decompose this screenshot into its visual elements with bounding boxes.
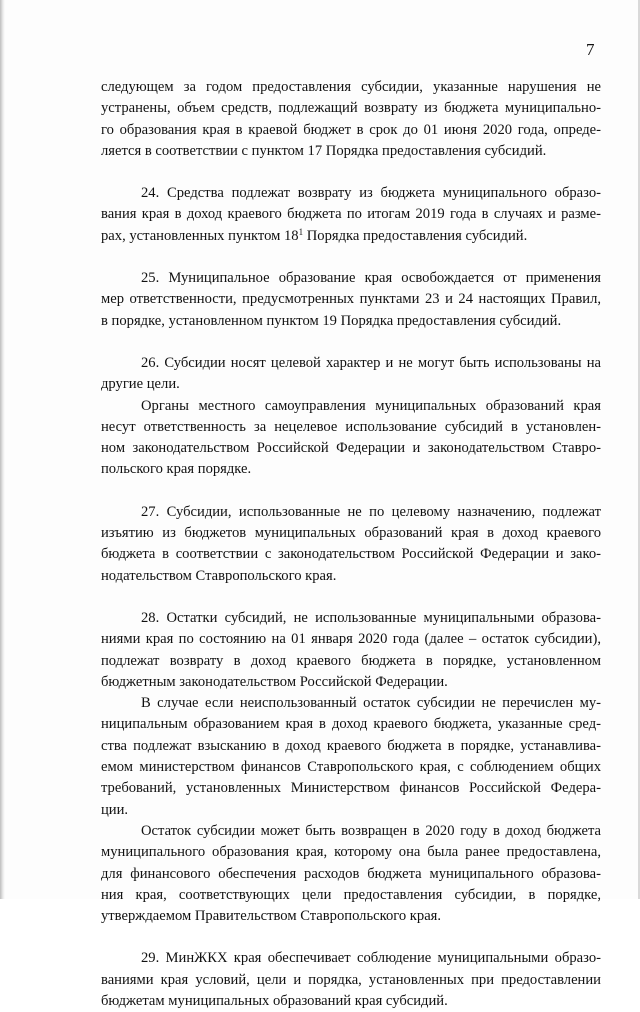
text-line: Органы местного самоуправления муниципальных образований края xyxy=(141,397,601,414)
text-fragment: рах, установленных пунктом 18 xyxy=(101,227,299,244)
paragraph-26 xyxy=(101,353,601,396)
text-line: следующем за годом предоставления субсидии, указанные нарушения не xyxy=(101,79,601,95)
text-line: 26. Субсидии носят целевой характер и не могут быть использованы на xyxy=(141,354,601,371)
document-body xyxy=(101,77,601,1012)
text-line: 29. МинЖКХ края обеспечивает соблюдение муниципальными образо- xyxy=(141,950,601,967)
page-number: 7 xyxy=(586,40,595,59)
paragraph-29 xyxy=(101,948,601,1012)
text-line: В случае если неиспользованный остаток субсидии не перечислен му- xyxy=(141,695,601,712)
text-line: другие цели. xyxy=(101,376,180,393)
text-line: емом министерством финансов Ставропольского края, с соблюдением общих xyxy=(101,759,601,776)
text-line: изъятию из бюджетов муниципальных образований края в доход краевого xyxy=(101,525,601,542)
text-line: го образования края в краевой бюджет в срок до 01 июня 2020 года, опреде- xyxy=(101,121,601,138)
text-line: ции. xyxy=(101,801,129,818)
text-line: Остаток субсидии может быть возвращен в 2020 году в доход бюджета xyxy=(141,822,601,839)
text-line: муниципального образования края, которому она была ранее предоставлена, xyxy=(101,844,601,861)
text-line: нодательством Ставропольского края. xyxy=(101,567,337,584)
text-line: подлежат возврату в доход краевого бюджета в порядке, установленном xyxy=(101,652,601,669)
paragraph-27 xyxy=(101,502,601,587)
text-line: ваниями края условий, цели и порядка, установленных при предоставлении xyxy=(101,971,601,988)
text-line: ниями края по состоянию на 01 января 2020 года (далее – остаток субсидии), xyxy=(101,631,601,648)
text-line: требований, установленных Министерством финансов Российской Федера- xyxy=(101,780,601,797)
text-line: 27. Субсидии, использованные не по целевому назначению, подлежат xyxy=(141,503,601,520)
text-line xyxy=(101,226,601,247)
text-line: устранены, объем средств, подлежащий возврату из бюджета муниципально- xyxy=(101,100,601,117)
paragraph-28-return xyxy=(101,821,601,927)
text-line: в порядке, установленном пунктом 19 Порядка предоставления субсидий. xyxy=(101,312,562,329)
scan-edge-left xyxy=(0,0,5,899)
paragraph-24 xyxy=(101,183,601,247)
text-line: 25. Муниципальное образование края освобождается от применения xyxy=(141,270,601,287)
text-line: польского края порядке. xyxy=(101,461,252,478)
text-line: ном законодательством Российской Федерации и законодательством Ставро- xyxy=(101,440,601,457)
text-line: утверждаемом Правительством Ставропольского края. xyxy=(101,908,442,925)
paragraph-28 xyxy=(101,608,601,693)
text-line: для финансового обеспечения расходов бюджета муниципального образова- xyxy=(101,865,601,882)
text-line: бюджета в соответствии с законодательством Российской Федерации и зако- xyxy=(101,546,601,563)
text-line: бюджетным законодательством Российской Федерации. xyxy=(101,673,448,690)
text-line: бюджетам муниципальных образований края субсидий. xyxy=(101,992,448,1009)
text-line: 24. Средства подлежат возврату из бюджета муниципального образо- xyxy=(141,185,601,202)
text-line: ства подлежат взысканию в доход краевого бюджета в порядке, устанавлива- xyxy=(101,737,601,754)
text-line: ния края, соответствующих цели предоставления субсидии, в порядке, xyxy=(101,886,601,903)
superscript: 1 xyxy=(298,226,304,237)
paragraph-25 xyxy=(101,268,601,332)
text-line: мер ответственности, предусмотренных пунктами 23 и 24 настоящих Правил, xyxy=(101,291,601,308)
text-line: 28. Остатки субсидий, не использованные муниципальными образова- xyxy=(141,609,601,626)
paragraph-28-recovery xyxy=(101,693,601,821)
text-line: вания края в доход краевого бюджета по итогам 2019 года в случаях и разме- xyxy=(101,206,601,223)
text-fragment: Порядка предоставления субсидий. xyxy=(306,227,528,244)
text-line: ниципальным образованием края в доход краевого бюджета, указанные сред- xyxy=(101,716,601,733)
text-line: ляется в соответствии с пунктом 17 Порядка предоставления субсидий. xyxy=(101,142,547,159)
paragraph-continuation xyxy=(101,77,601,162)
paragraph-26-responsibility xyxy=(101,396,601,481)
text-line: несут ответственность за нецелевое использование субсидий в установлен- xyxy=(101,418,601,435)
